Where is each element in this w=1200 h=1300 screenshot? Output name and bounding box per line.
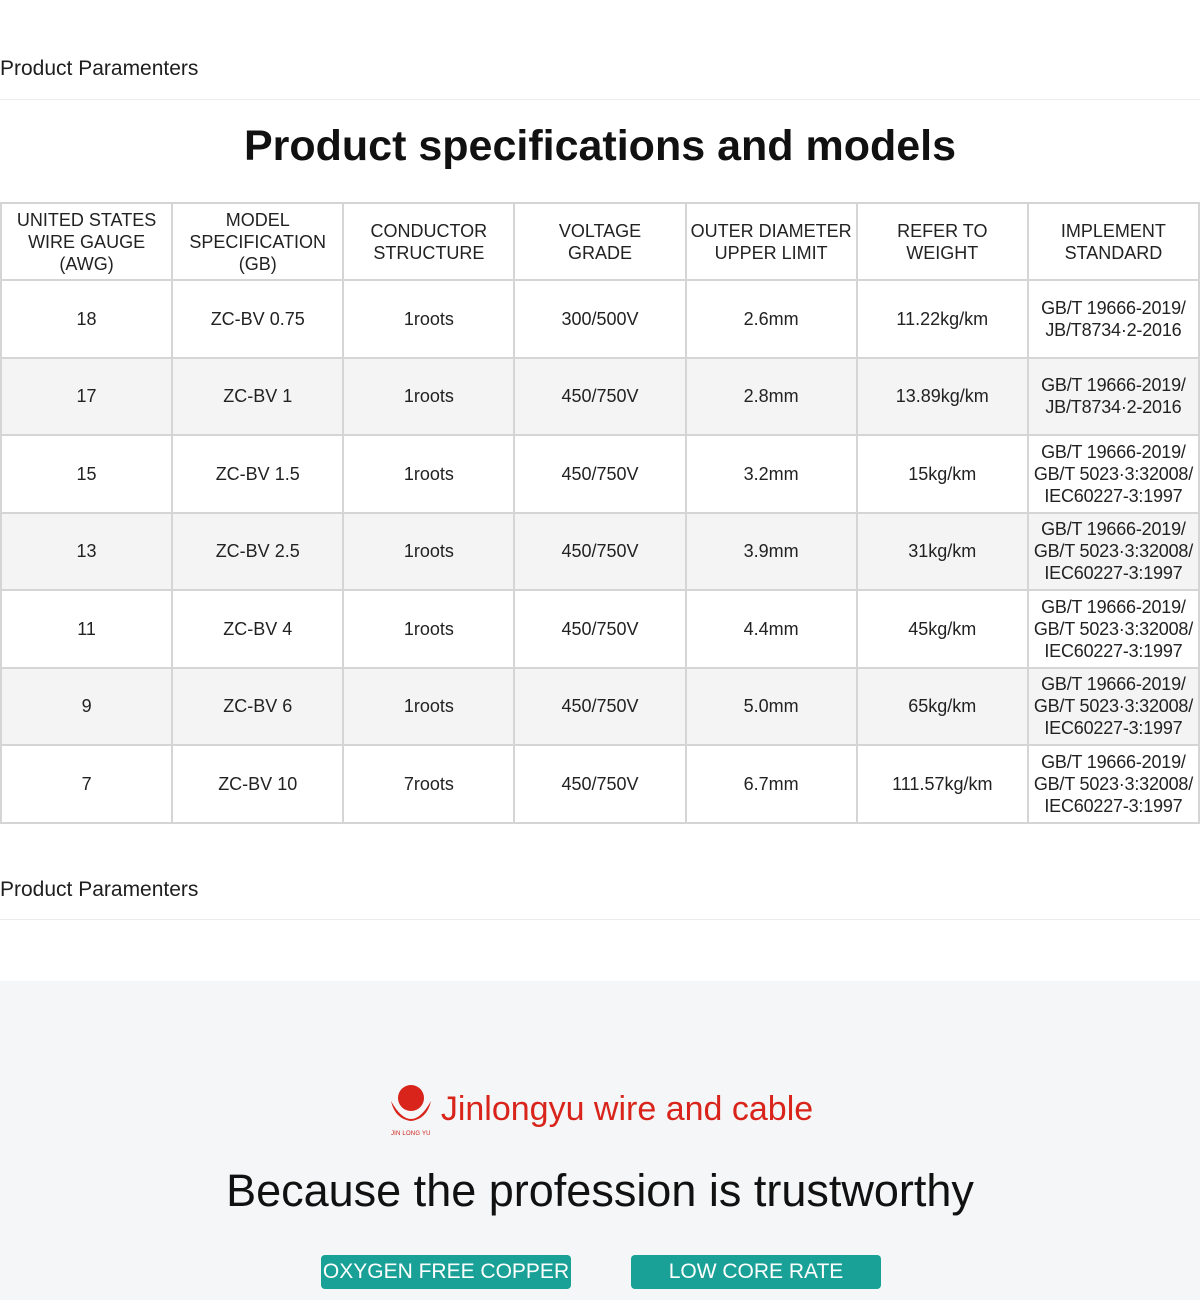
logo-caption: JIN LONG YU bbox=[390, 1131, 431, 1137]
brand-name: Jinlongyu wire and cable bbox=[440, 1089, 814, 1128]
cell-awg: 11 bbox=[1, 590, 172, 668]
cell-voltage: 450/750V bbox=[514, 745, 685, 823]
cell-diameter: 2.8mm bbox=[686, 358, 857, 436]
cell-awg: 7 bbox=[1, 745, 172, 823]
cell-structure: 1roots bbox=[343, 668, 514, 746]
standard-line: IEC60227-3:1997 bbox=[1044, 485, 1183, 506]
cell-diameter: 3.9mm bbox=[686, 513, 857, 591]
brand-row bbox=[0, 1081, 1200, 1137]
standard-line: GB/T 5023·3:32008/ bbox=[1033, 541, 1194, 562]
column-header-line: UPPER LIMIT bbox=[714, 242, 828, 263]
column-header-line: (GB) bbox=[238, 253, 277, 274]
cell-model: ZC-BV 10 bbox=[172, 745, 343, 823]
column-header-line: OUTER DIAMETER bbox=[690, 220, 852, 241]
cell-structure: 1roots bbox=[343, 590, 514, 668]
cell-structure: 1roots bbox=[343, 435, 514, 513]
jinlongyu-logo-icon bbox=[387, 1081, 435, 1137]
column-header-line: IMPLEMENT bbox=[1060, 220, 1166, 241]
cell-weight: 13.89kg/km bbox=[857, 358, 1028, 436]
table-row bbox=[1, 590, 1199, 668]
cell-standard bbox=[1028, 435, 1199, 513]
standard-line: IEC60227-3:1997 bbox=[1044, 718, 1183, 739]
column-header-line: WEIGHT bbox=[906, 242, 979, 263]
cell-diameter: 3.2mm bbox=[686, 435, 857, 513]
cell-structure: 1roots bbox=[343, 513, 514, 591]
column-header bbox=[686, 203, 857, 280]
cell-weight: 111.57kg/km bbox=[857, 745, 1028, 823]
spec-table bbox=[0, 202, 1200, 824]
standard-line: JB/T8734·2-2016 bbox=[1045, 319, 1182, 340]
standard-line: GB/T 19666-2019/ bbox=[1041, 596, 1186, 617]
standard-line: GB/T 5023·3:32008/ bbox=[1033, 618, 1194, 639]
table-header-row bbox=[1, 203, 1199, 280]
column-header-line: CONDUCTOR bbox=[370, 220, 488, 241]
table-row bbox=[1, 280, 1199, 358]
section-label-bottom: Product Paramenters bbox=[0, 878, 199, 901]
column-header-line: (AWG) bbox=[59, 253, 114, 274]
standard-line: GB/T 19666-2019/ bbox=[1041, 441, 1186, 462]
cell-standard bbox=[1028, 358, 1199, 436]
cell-standard bbox=[1028, 590, 1199, 668]
cell-voltage: 450/750V bbox=[514, 668, 685, 746]
brand-footer bbox=[0, 981, 1200, 1300]
badge-oxygen-free-copper: OXYGEN FREE COPPER bbox=[321, 1255, 571, 1289]
column-header-line: UNITED STATES bbox=[16, 209, 157, 230]
column-header bbox=[857, 203, 1028, 280]
cell-awg: 17 bbox=[1, 358, 172, 436]
cell-awg: 9 bbox=[1, 668, 172, 746]
standard-line: IEC60227-3:1997 bbox=[1044, 795, 1183, 816]
cell-model: ZC-BV 4 bbox=[172, 590, 343, 668]
cell-voltage: 450/750V bbox=[514, 513, 685, 591]
cell-diameter: 5.0mm bbox=[686, 668, 857, 746]
standard-line: IEC60227-3:1997 bbox=[1044, 563, 1183, 584]
cell-diameter: 6.7mm bbox=[686, 745, 857, 823]
cell-model: ZC-BV 1 bbox=[172, 358, 343, 436]
column-header bbox=[172, 203, 343, 280]
cell-weight: 15kg/km bbox=[857, 435, 1028, 513]
cell-structure: 7roots bbox=[343, 745, 514, 823]
standard-line: GB/T 5023·3:32008/ bbox=[1033, 696, 1194, 717]
cell-model: ZC-BV 0.75 bbox=[172, 280, 343, 358]
cell-structure: 1roots bbox=[343, 358, 514, 436]
cell-voltage: 300/500V bbox=[514, 280, 685, 358]
cell-voltage: 450/750V bbox=[514, 435, 685, 513]
standard-line: IEC60227-3:1997 bbox=[1044, 640, 1183, 661]
cell-model: ZC-BV 1.5 bbox=[172, 435, 343, 513]
cell-weight: 45kg/km bbox=[857, 590, 1028, 668]
cell-standard bbox=[1028, 280, 1199, 358]
column-header-line: WIRE GAUGE bbox=[28, 231, 146, 252]
standard-line: GB/T 5023·3:32008/ bbox=[1033, 773, 1194, 794]
logo-mark-icon bbox=[387, 1081, 435, 1129]
cell-model: ZC-BV 2.5 bbox=[172, 513, 343, 591]
cell-standard bbox=[1028, 745, 1199, 823]
cell-awg: 13 bbox=[1, 513, 172, 591]
cell-awg: 15 bbox=[1, 435, 172, 513]
section-label-top: Product Paramenters bbox=[0, 57, 199, 80]
cell-weight: 31kg/km bbox=[857, 513, 1028, 591]
standard-line: GB/T 19666-2019/ bbox=[1041, 751, 1186, 772]
column-header-line: REFER TO bbox=[897, 220, 988, 241]
page-title: Product specifications and models bbox=[243, 122, 957, 170]
cell-diameter: 4.4mm bbox=[686, 590, 857, 668]
table-row bbox=[1, 358, 1199, 436]
column-header bbox=[1028, 203, 1199, 280]
badge-low-core-rate: LOW CORE RATE bbox=[631, 1255, 881, 1289]
table-row bbox=[1, 668, 1199, 746]
cell-weight: 65kg/km bbox=[857, 668, 1028, 746]
table-row bbox=[1, 745, 1199, 823]
column-header-line: SPECIFICATION bbox=[189, 231, 327, 252]
column-header bbox=[1, 203, 172, 280]
cell-model: ZC-BV 6 bbox=[172, 668, 343, 746]
standard-line: GB/T 19666-2019/ bbox=[1041, 375, 1186, 396]
standard-line: JB/T8734·2-2016 bbox=[1045, 397, 1182, 418]
section-divider bbox=[0, 919, 1200, 920]
cell-structure: 1roots bbox=[343, 280, 514, 358]
cell-diameter: 2.6mm bbox=[686, 280, 857, 358]
column-header-line: GRADE bbox=[567, 242, 632, 263]
table-row bbox=[1, 435, 1199, 513]
cell-standard bbox=[1028, 668, 1199, 746]
cell-voltage: 450/750V bbox=[514, 590, 685, 668]
standard-line: GB/T 5023·3:32008/ bbox=[1033, 463, 1194, 484]
standard-line: GB/T 19666-2019/ bbox=[1041, 674, 1186, 695]
cell-weight: 11.22kg/km bbox=[857, 280, 1028, 358]
column-header-line: STRUCTURE bbox=[373, 242, 485, 263]
column-header-line: MODEL bbox=[225, 209, 290, 230]
column-header-line: STANDARD bbox=[1064, 242, 1163, 263]
column-header-line: VOLTAGE bbox=[558, 220, 642, 241]
column-header bbox=[514, 203, 685, 280]
column-header bbox=[343, 203, 514, 280]
cell-awg: 18 bbox=[1, 280, 172, 358]
section-divider bbox=[0, 99, 1200, 100]
cell-voltage: 450/750V bbox=[514, 358, 685, 436]
standard-line: GB/T 19666-2019/ bbox=[1041, 519, 1186, 540]
table-row bbox=[1, 513, 1199, 591]
tagline: Because the profession is trustworthy bbox=[226, 1165, 974, 1216]
standard-line: GB/T 19666-2019/ bbox=[1041, 297, 1186, 318]
cell-standard bbox=[1028, 513, 1199, 591]
